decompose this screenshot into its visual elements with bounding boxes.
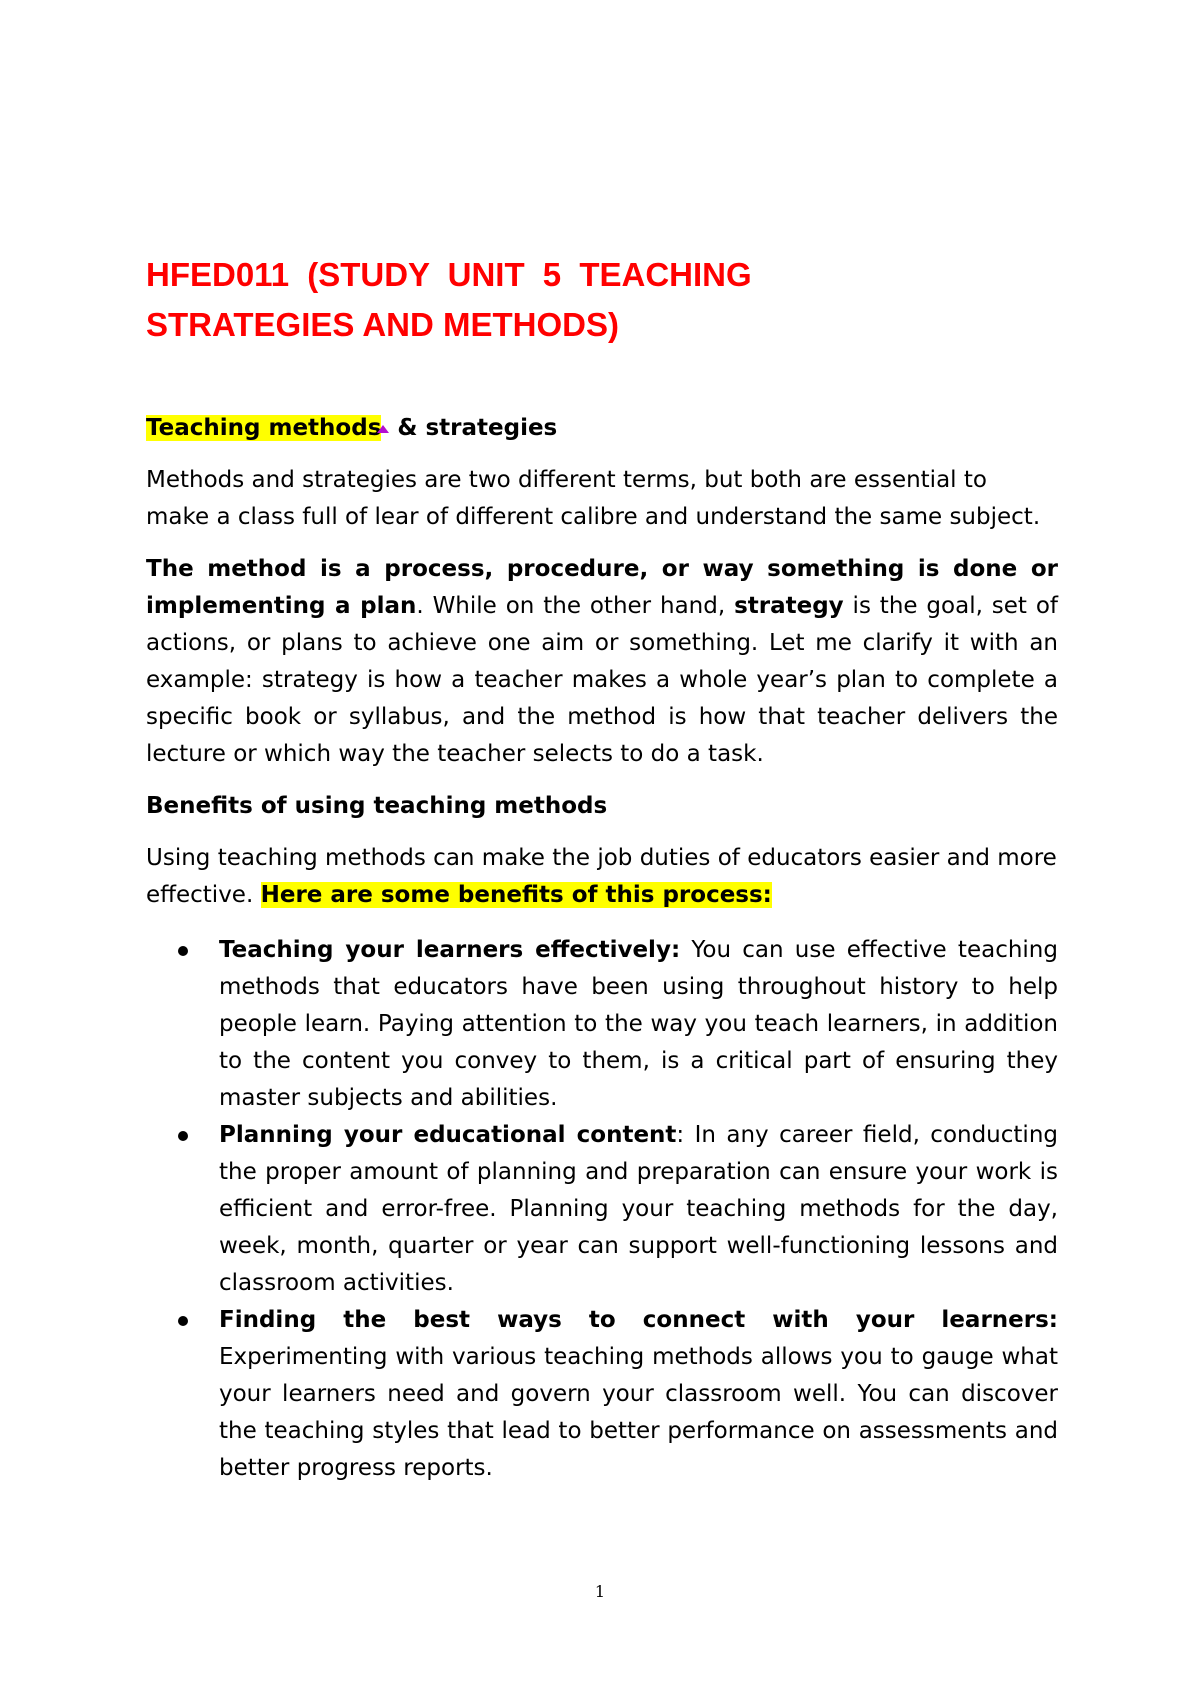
document-body [146, 410, 1058, 1487]
list-item [146, 1117, 1058, 1302]
title-line-1: HFED011 (STUDY UNIT 5 TEACHING [146, 256, 752, 293]
benefits-intro-text: Using teaching methods can make the job duties of educators easier and more effective. [146, 845, 1057, 908]
method-definition-mid: . While on the other hand, [416, 593, 735, 619]
intro-line-1: Methods and strategies are two different terms, but both are essential to [146, 467, 987, 493]
benefits-intro-highlight: Here are some benefits of this process: [260, 882, 772, 908]
method-definition-rest: is the goal, set of actions, or plans to achieve one aim or something. Let me clarify it with an example: strategy is how a teacher makes a whole year’s plan to complete a specific book or syllabus, and the method is how that teacher delivers the lecture or which way the teacher selects to do a task. [146, 593, 1058, 767]
list-item-text: You can use effective teaching methods that educators have been using throughout history to help people learn. Paying attention to the way you teach learners, in addition to the content you convey to them, is a critical part of ensuring they master subjects and abilities. [219, 937, 1058, 1111]
benefits-list [146, 932, 1058, 1487]
list-item-title: Finding the best ways to connect with your learners: [219, 1307, 1058, 1333]
benefits-intro-paragraph [146, 840, 1058, 914]
list-item [146, 932, 1058, 1117]
heading-rest-text: & strategies [389, 415, 558, 441]
method-definition-bold: The method is a process, procedure, or way something is done or implementing a plan [146, 556, 1058, 619]
highlighted-heading-text: Teaching methods [146, 415, 382, 441]
list-item [146, 1302, 1058, 1487]
strategy-term: strategy [734, 593, 844, 619]
list-item-text: : In any career field, conducting the proper amount of planning and preparation can ensure your work is efficient and error-free. Planning your teaching methods for the day, week, month, quarter or year can support well-functioning lessons and classroom activities. [219, 1122, 1058, 1296]
page-number: 1 [594, 1582, 606, 1601]
list-item-title: Teaching your learners effectively: [219, 937, 681, 963]
comment-marker-icon [377, 425, 389, 433]
method-definition-paragraph [146, 551, 1058, 773]
bullet-icon [178, 1316, 188, 1326]
title-line-2: STRATEGIES AND METHODS) [146, 306, 620, 343]
list-item-text: Experimenting with various teaching methods allows you to gauge what your learners need and govern your classroom well. You can discover the teaching styles that lead to better performance on assessments and better progress reports. [219, 1344, 1058, 1481]
document-title [146, 250, 1046, 350]
bullet-icon [178, 1131, 188, 1141]
section-heading-teaching-methods [146, 410, 1058, 447]
section-heading-benefits: Benefits of using teaching methods [146, 793, 608, 819]
intro-line-2: make a class full of lear of different calibre and understand the same subject. [146, 504, 1041, 530]
list-item-title: Planning your educational content [219, 1122, 677, 1148]
intro-paragraph [146, 462, 1058, 536]
bullet-icon [178, 946, 188, 956]
